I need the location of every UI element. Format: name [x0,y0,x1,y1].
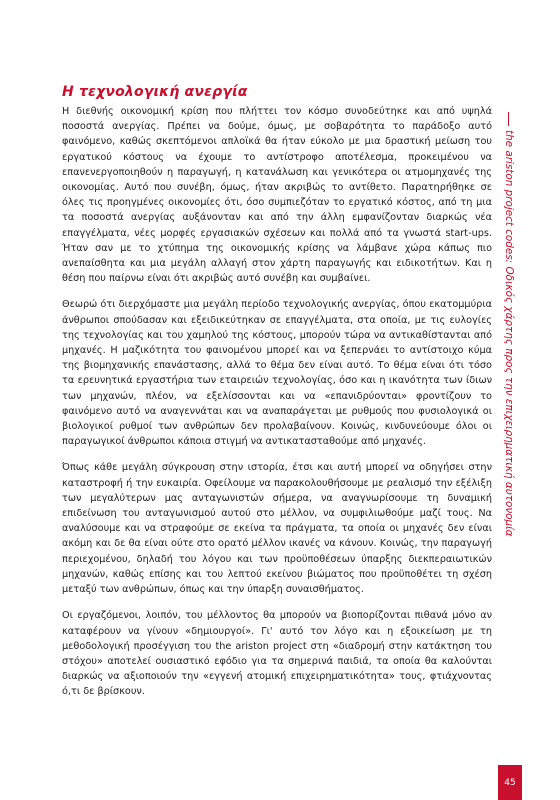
body-text [62,104,492,711]
paragraph: Η διεθνής οικονομική κρίση που πλήττει τον κόσμο συνοδεύτηκε και από υψηλά ποσοστά ανεργίας. Πρέπει να δούμε, όμως, με σοβαρότητα το παράδοξο αυτό φαινόμενο, καθώς σκεπτόμενοι απλοϊκά θα ήταν εύκολο με μια δραστική μείωση του εργατικού κόστους να έχουμε το αντίστροφο αποτέλεσμα, προκειμένου να επανενεργοποιηθούν η παραγωγή, η κατανάλωση και γενικότερα οι ατμομηχανές της οικονομίας. Αυτό που συνέβη, όμως, ήταν ακριβώς το αντίθετο. Παρατηρήθηκε σε όλες τις προηγμένες οικονομίες ότι, όσο συμπιεζόταν το εργατικό κόστος, από τη μια τα ποσοστά ανεργίας αυξάνονταν και από την άλλη εμφανίζονταν διαρκώς νέα επαγγέλματα, νέες μορφές εργασιακών σχέσεων και πολλά από τα γνωστά start-ups. Ήταν σαν με το χτύπημα της οικονομικής κρίσης να λάμβανε χώρα κάπως πιο ανεπαίσθητα και μια μεγάλη αλλαγή στον χάρτη παραγωγής και ειδικοτήτων. Και η θέση που παίρνω είναι ότι ακριβώς αυτό συνέβη και συμβαίνει. [62,106,492,285]
running-header [499,112,515,582]
paragraph: Οι εργαζόμενοι, λοιπόν, του μέλλοντος θα μπορούν να βιοπορίζονται πιθανά μόνο αν καταφέρουν να γίνουν «δημιουργοί». Γι' αυτό τον λόγο και η εξοικείωση με τη μεθοδολογική προσέγγιση του the ariston project στη «διαδρομή στην κατάκτηση του στόχου» αποτελεί ουσιαστικό εφόδιο για τα σημερινά παιδιά, τα οποία θα καλούνται διαρκώς να αξιοποιούν την «εγγενή ατομική επιχειρηματικότητα» τους, φτιάχνοντας ό,τι δε βρίσκουν. [62,610,492,698]
caption-rule [509,112,510,126]
running-header-text: the ariston project codes: Οδικός χάρτης προς την επιχειρηματική αυτονομία [503,130,515,537]
paragraph: Όπως κάθε μεγάλη σύγκρουση στην ιστορία, έτσι και αυτή μπορεί να οδηγήσει στην καταστροφή ή την ευκαιρία. Οφείλουμε να παρακολουθήσουμε με ρεαλισμό την εξέλιξη των μεγαλύτερων μας ανταγωνιστών σήμερα, να αναγνωρίσουμε τη δυναμική επιδείνωση του ανταγωνισμού αυτού στο μέλλον, να συμφιλιωθούμε μαζί τους. Να αναλύσουμε και να στραφούμε σε εκείνα τα πράγματα, τα οποία οι μηχανές δεν είναι ακόμη και δε θα είναι ούτε στο ορατό μέλλον ικανές να κάνουν. Κοινώς, την παραγωγή περιεχομένου, δηλαδή του λόγου και των προϋποθέσεων ύπαρξης διεκπεραιωτικών μηχανών, καθώς επίσης και του λεπτού εκείνου βιώματος που προϋποθέτει τη σχέση μεταξύ των ανθρώπων, όπως και την ύπαρξη συναισθήματος. [62,462,492,596]
page-number: 45 [504,777,516,788]
page-number-box [498,765,522,800]
paragraph: Θεωρώ ότι διερχόμαστε μια μεγάλη περίοδο τεχνολογικής ανεργίας, όπου εκατομμύρια άνθρωποι σπούδασαν και εξειδικεύτηκαν σε επαγγέλματα, στα οποία, με τις ευλογίες της τεχνολογίας και του χαμηλού της κόστους, μπορούν τώρα να αντικαθίστανται από μηχανές. Η μαζικότητα του φαινομένου μπορεί και να ξεπερνάει το αντίστοιχο κύμα της βιομηχανικής επανάστασης, αλλά το θέμα δεν είναι αυτό. Το θέμα είναι ότι τόσο τα ερευνητικά εργαστήρια των εταιρειών τεχνολογίας, όσο και η ικανότητα των ίδιων των μηχανών, πλέον, να εξελίσσονται και να «επανιδρύονται» φροντίζουν το φαινόμενο αυτό να αναγεννάται και να αναπαράγεται με ρυθμούς που φυσιολογικά οι βιολογικοί ρυθμοί των ανθρώπων δεν προλαβαίνουν. Κοινώς, κινδυνεύουμε όλοι οι παραγωγικοί άνθρωποι κάποια στιγμή να αντικατασταθούμε από μηχανές. [62,299,492,448]
section-title: Η τεχνολογική ανεργία [62,84,248,100]
